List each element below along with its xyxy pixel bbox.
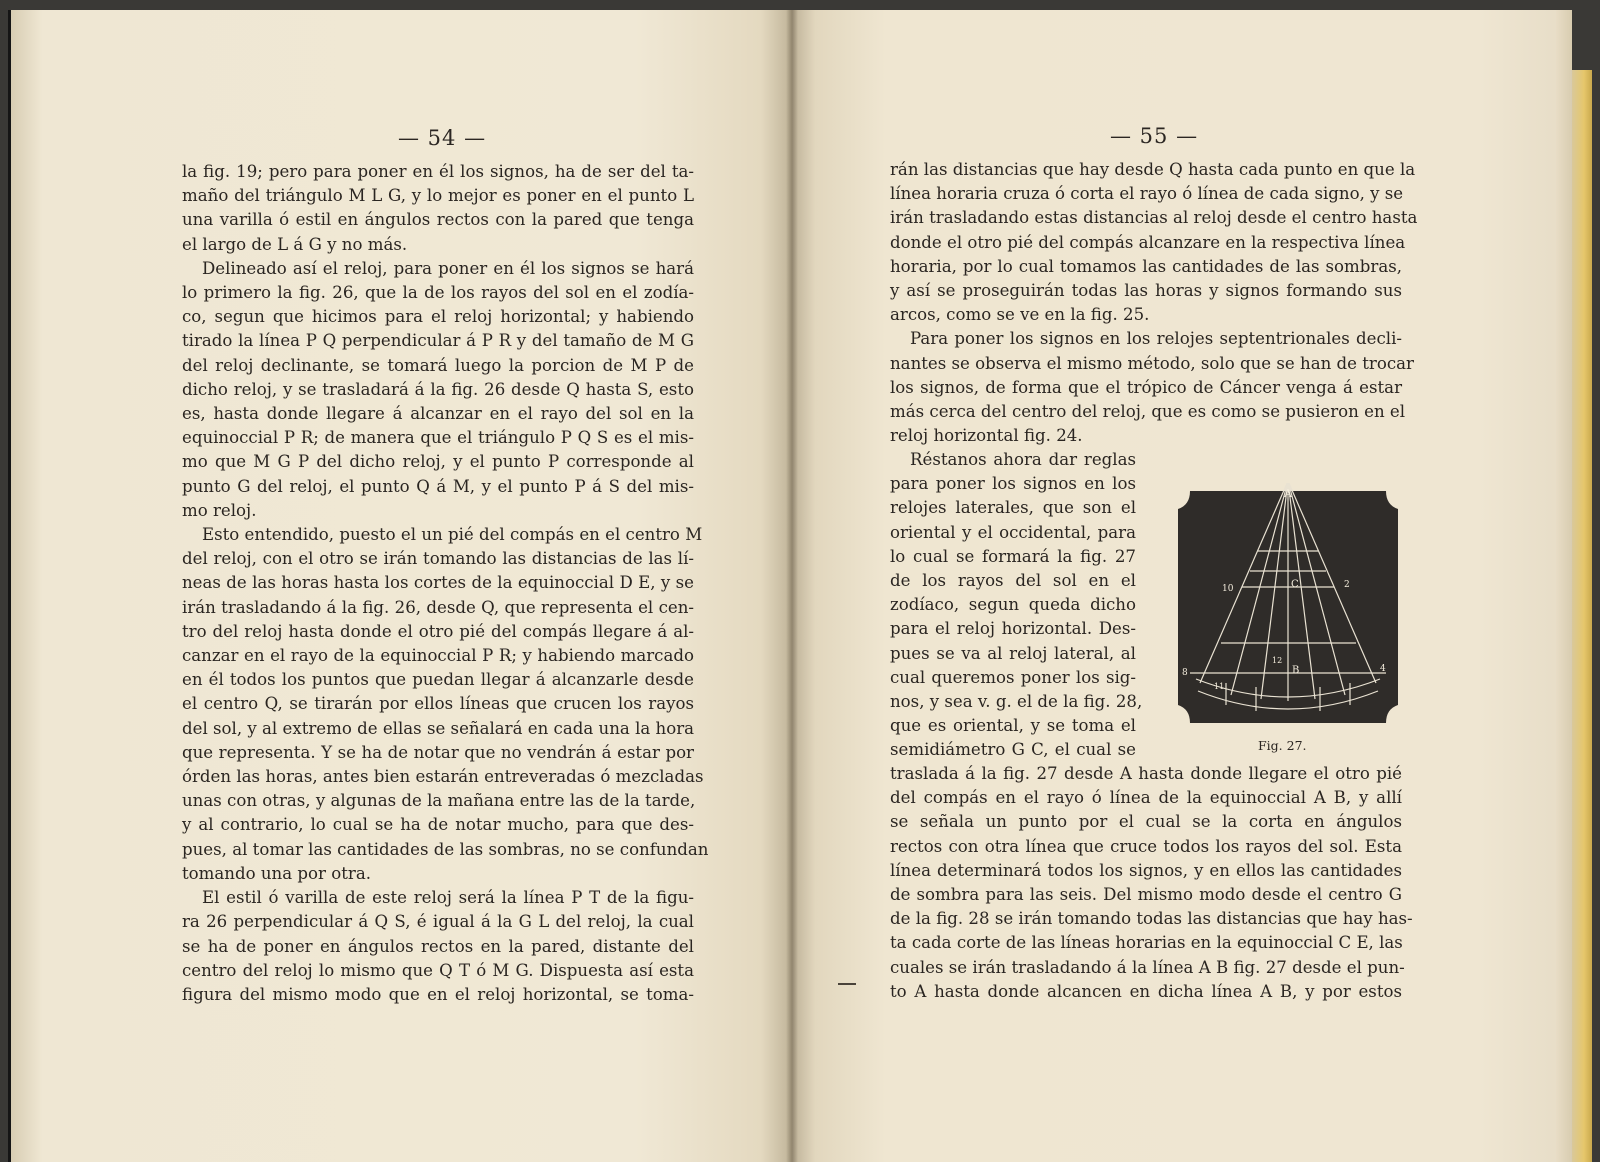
text-line: centro del reloj lo mismo que Q T ó M G. Dispuesta así esta	[182, 960, 694, 980]
text-line: zodíaco, segun queda dicho	[890, 595, 1136, 615]
right-page-text-top	[890, 158, 1418, 448]
text-line: de sombra para las seis. Del mismo modo desde el centro G	[890, 885, 1402, 905]
right-page-text-bottom	[890, 762, 1413, 1004]
text-line: co, segun que hicimos para el reloj horizontal; y habiendo	[182, 307, 694, 327]
text-line: tomando una por otra.	[182, 863, 371, 883]
text-line: se ha de poner en ángulos rectos en la pared, distante del	[182, 936, 694, 956]
text-line: rectos con otra línea que cruce todos los rayos del sol. Esta	[890, 836, 1402, 856]
text-line: del sol, y al extremo de ellas se señalará en cada una la hora	[182, 718, 695, 738]
text-line: horaria, por lo cual tomamos las cantidades de las sombras,	[890, 256, 1402, 276]
figure-label-b: B	[1292, 665, 1300, 676]
text-line: tirado la línea P Q perpendicular á P R y del tamaño de M G	[182, 331, 694, 351]
text-line: El estil ó varilla de este reloj será la línea P T de la figu-	[202, 888, 694, 908]
text-line: del reloj, con el otro se irán tomando las distancias de las lí-	[182, 549, 694, 569]
text-line: maño del triángulo M L G, y lo mejor es poner en el punto L	[182, 186, 694, 206]
text-line: órden las horas, antes bien estarán entreveradas ó mezcladas	[182, 767, 704, 787]
text-line: oriental y el occidental, para	[890, 522, 1136, 542]
text-line: Esto entendido, puesto el un pié del compás en el centro M	[202, 525, 703, 545]
figure-caption: Fig. 27.	[1258, 738, 1307, 753]
text-line: que es oriental, y se toma el	[890, 716, 1136, 736]
text-line: cual queremos poner los sig-	[890, 667, 1136, 687]
page-edges	[1556, 10, 1572, 1162]
book-gutter	[786, 10, 798, 1162]
figure-label-10: 10	[1222, 584, 1234, 594]
text-line: y así se proseguirán todas las horas y signos formando sus	[890, 281, 1402, 301]
figure-label-11: 11	[1214, 682, 1225, 691]
text-line: para el reloj horizontal. Des-	[890, 619, 1136, 639]
left-page-text	[182, 160, 709, 1007]
text-line: se señala un punto por el cual se la corta en ángulos	[890, 812, 1402, 832]
text-line: ta cada corte de las líneas horarias en la equinoccial C E, las	[890, 933, 1403, 953]
text-line: una varilla ó estil en ángulos rectos con la pared que tenga	[182, 210, 694, 230]
text-line: la fig. 19; pero para poner en él los signos, ha de ser del ta-	[182, 162, 694, 181]
text-line: Para poner los signos en los relojes septentrionales decli-	[910, 329, 1402, 349]
text-line: figura del mismo modo que en el reloj horizontal, se toma-	[182, 984, 694, 1004]
text-line: lo cual se formará la fig. 27	[890, 546, 1136, 566]
text-line: equinoccial P R; de manera que el triángulo P Q S es el mis-	[182, 428, 694, 448]
text-line: es, hasta donde llegare á alcanzar en el rayo del sol en la	[182, 404, 694, 424]
text-line: mo reloj.	[182, 500, 257, 520]
margin-dash	[838, 983, 856, 985]
text-line: irán trasladando estas distancias al reloj desde el centro hasta	[890, 208, 1418, 228]
text-line: más cerca del centro del reloj, que es como se pusieron en el	[890, 402, 1406, 422]
text-line: traslada á la fig. 27 desde A hasta donde llegare el otro pié	[890, 764, 1402, 783]
text-line: el largo de L á G y no más.	[182, 234, 408, 254]
text-line: reloj horizontal fig. 24.	[890, 426, 1083, 446]
text-line: línea determinará todos los signos, y en ellos las cantidades	[890, 860, 1402, 880]
text-line: tro del reloj hasta donde el otro pié del compás llegare á al-	[182, 621, 694, 641]
text-line: dicho reloj, y se trasladará á la fig. 26 desde Q hasta S, esto	[182, 379, 694, 399]
text-line: el centro Q, se tirarán por ellos líneas que crucen los rayos	[182, 694, 694, 714]
text-line: de la fig. 28 se irán tomando todas las distancias que hay has-	[890, 909, 1413, 929]
figure-27	[1176, 483, 1400, 731]
text-line: y al contrario, lo cual se ha de notar mucho, para que des-	[182, 815, 694, 835]
text-line: de los rayos del sol en el	[890, 571, 1136, 591]
text-line: Delineado así el reloj, para poner en él los signos se hará	[202, 258, 694, 278]
text-line: para poner los signos en los	[890, 474, 1136, 494]
text-line: neas de las horas hasta los cortes de la equinoccial D E, y se	[182, 573, 694, 593]
text-line: nantes se observa el mismo método, solo que se han de trocar	[890, 353, 1414, 373]
text-line: lo primero la fig. 26, que la de los rayos del sol en el zodía-	[182, 283, 694, 303]
text-line: los signos, de forma que el trópico de Cáncer venga á estar	[890, 377, 1402, 397]
figure-label-2: 2	[1344, 580, 1350, 590]
text-line: pues, al tomar las cantidades de las sombras, no se confundan	[182, 839, 709, 859]
text-line: to A hasta donde alcancen en dicha línea A B, y por estos	[890, 981, 1402, 1001]
text-line: semidiámetro G C, el cual se	[890, 740, 1136, 760]
right-page-text-narrow	[890, 448, 1143, 763]
text-line: que representa. Y se ha de notar que no vendrán á estar por	[182, 742, 694, 762]
sundial-diagram-image	[1176, 483, 1400, 731]
text-line: unas con otras, y algunas de la mañana entre las de la tarde,	[182, 791, 696, 811]
text-line: mo que M G P del dicho reloj, y el punto P corresponde al	[182, 452, 694, 472]
text-line: irán trasladando á la fig. 26, desde Q, que representa el cen-	[182, 597, 694, 617]
figure-label-4: 4	[1380, 664, 1386, 674]
text-line: relojes laterales, que son el	[890, 498, 1136, 518]
figure-label-c: C	[1291, 579, 1299, 590]
yellow-page-edge	[1572, 70, 1592, 1162]
figure-label-a: A	[1284, 487, 1292, 500]
text-line: arcos, como se ve en la fig. 25.	[890, 305, 1150, 325]
text-line: punto G del reloj, el punto Q á M, y el punto P á S del mis-	[182, 476, 694, 496]
text-line: cuales se irán trasladando á la línea A B fig. 27 desde el pun-	[890, 957, 1405, 977]
text-line: del compás en el rayo ó línea de la equinoccial A B, y allí	[890, 788, 1402, 808]
text-line: en él todos los puntos que puedan llegar á alcanzarle desde	[182, 670, 694, 690]
text-line: donde el otro pié del compás alcanzare en la respectiva línea	[890, 232, 1406, 252]
text-line: Réstanos ahora dar reglas	[910, 450, 1136, 469]
text-line: línea horaria cruza ó corta el rayo ó línea de cada signo, y se	[890, 184, 1404, 204]
right-page-number: — 55 —	[1110, 124, 1199, 148]
left-page-number: — 54 —	[398, 126, 487, 150]
text-line: pues se va al reloj lateral, al	[890, 643, 1136, 663]
figure-label-12: 12	[1272, 656, 1283, 665]
text-line: rán las distancias que hay desde Q hasta cada punto en que la	[890, 160, 1416, 179]
text-line: ra 26 perpendicular á Q S, é igual á la G L del reloj, la cual	[182, 912, 694, 932]
text-line: canzar en el rayo de la equinoccial P R; y habiendo marcado	[182, 646, 694, 666]
figure-label-8: 8	[1182, 668, 1188, 678]
text-line: nos, y sea v. g. el de la fig. 28,	[890, 692, 1143, 712]
text-line: del reloj declinante, se tomará luego la porcion de M P de	[182, 355, 694, 375]
